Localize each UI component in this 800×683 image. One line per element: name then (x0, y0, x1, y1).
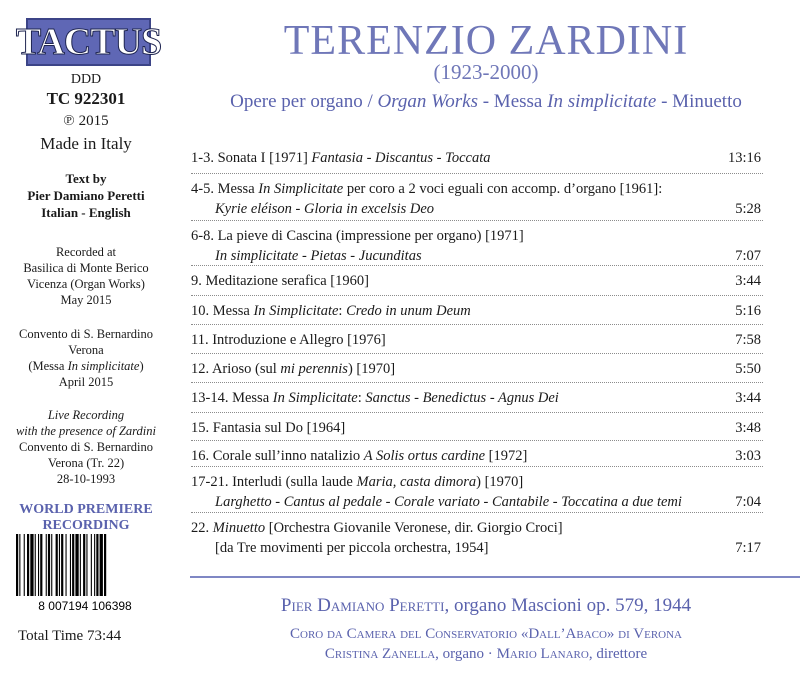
made-in: Made in Italy (40, 134, 132, 153)
track-row (191, 179, 761, 219)
track-row (191, 271, 761, 291)
right-column (172, 0, 800, 683)
world-premiere-line1: WORLD PREMIERE (19, 502, 153, 517)
track-separator (191, 466, 763, 467)
venue-date: 28-10-1993 (56, 472, 116, 486)
track-title: 6-8. La pieve di Cascina (impressione per organo) [1971] (191, 228, 524, 244)
total-time: Total Time 73:44 (18, 628, 122, 644)
track-row (191, 148, 761, 168)
venue-place: Convento di S. Bernardino (18, 440, 153, 454)
track-movements: Kyrie eléison - Gloria in excelsis Deo (215, 201, 435, 217)
world-premiere (0, 502, 172, 534)
track-duration: 5:28 (735, 201, 761, 217)
venue-place: Basilica di Monte Berico (23, 261, 149, 275)
track-title: 11. Introduzione e Allegro [1976] (191, 332, 386, 348)
composer-name: TERENZIO ZARDINI (283, 18, 689, 64)
track-separator (191, 512, 763, 513)
text-languages: Italian - English (41, 205, 131, 220)
track-duration: 3:03 (735, 448, 761, 464)
venue-place: Convento di S. Bernardino (18, 327, 153, 341)
recording-venue-2 (0, 326, 172, 390)
track-duration: 3:44 (735, 273, 761, 289)
world-premiere-line2: RECORDING (42, 518, 130, 533)
track-row (191, 330, 761, 350)
track-row (191, 446, 761, 466)
track-movements: In simplicitate - Pietas - Jucunditas (215, 248, 422, 264)
track-row (191, 472, 761, 512)
tactus-logo: TACTUS (26, 18, 151, 66)
performer-choir: Coro da Camera del Conservatorio «Dall’Abaco» di Verona (290, 626, 682, 642)
text-author: Pier Damiano Peretti (27, 188, 145, 203)
track-title: 10. Messa In Simplicitate: Credo in unum Deum (191, 303, 471, 319)
track-title: 1-3. Sonata I [1971] Fantasia - Discantus - Toccata (191, 150, 491, 166)
track-duration: 7:58 (735, 332, 761, 348)
track-title: 16. Corale sull’inno natalizio A Solis ortus cardine [1972] (191, 448, 528, 464)
track-title: 12. Arioso (sul mi perennis) [1970] (191, 361, 396, 377)
text-credit (0, 170, 172, 221)
divider (190, 576, 800, 578)
track-title: 4-5. Messa In Simplicitate per coro a 2 voci eguali con accomp. d’organo [1961]: (191, 181, 663, 197)
recording-venue-1 (0, 244, 172, 308)
track-separator (191, 382, 763, 383)
track-separator (191, 412, 763, 413)
track-separator (191, 220, 763, 221)
ddd-label: DDD (70, 72, 102, 87)
track-separator (191, 173, 763, 174)
track-duration: 3:44 (735, 390, 761, 406)
venue-work: (Messa In simplicitate) (28, 359, 144, 373)
track-duration: 13:16 (727, 150, 761, 166)
track-separator (191, 440, 763, 441)
phonogram: ℗ 2015 (63, 113, 109, 129)
venue-city: Verona (Tr. 22) (47, 456, 125, 470)
track-duration: 7:17 (735, 540, 761, 556)
recording-venue-3 (0, 407, 172, 487)
barcode-number: 8 007194 106398 (38, 599, 132, 612)
venue-date: May 2015 (60, 293, 112, 307)
track-row (191, 418, 761, 438)
track-row (191, 388, 761, 408)
track-title: 9. Meditazione serafica [1960] (191, 273, 369, 289)
left-column (0, 0, 172, 683)
venue-city: Vicenza (Organ Works) (27, 277, 145, 291)
track-duration: 3:48 (735, 420, 761, 436)
performer-organist: Pier Damiano Peretti, organo Mascioni op. 579, 1944 (280, 595, 692, 616)
recorded-at: Recorded at (55, 245, 117, 259)
track-title: 22. Minuetto [Orchestra Giovanile Veronese, dir. Giorgio Croci] (191, 520, 563, 536)
track-source: [da Tre movimenti per piccola orchestra, 1954] (215, 540, 489, 556)
track-row (191, 359, 761, 379)
catalog-number: TC 922301 (46, 89, 126, 108)
venue-city: Verona (68, 343, 104, 357)
track-title: 13-14. Messa In Simplicitate: Sanctus - Benedictus - Agnus Dei (191, 390, 559, 406)
venue-date: April 2015 (58, 375, 114, 389)
performer-credits: Cristina Zanella, organo · Mario Lanaro, direttore (324, 646, 648, 662)
track-row (191, 301, 761, 321)
text-by: Text by (65, 171, 107, 186)
composer-dates: (1923-2000) (433, 60, 539, 84)
track-separator (191, 324, 763, 325)
track-separator (191, 353, 763, 354)
track-title: 15. Fantasia sul Do [1964] (191, 420, 346, 436)
track-separator (191, 265, 763, 266)
live-recording: Live Recording (47, 408, 125, 422)
track-row (191, 226, 761, 266)
live-presence: with the presence of Zardini (15, 424, 157, 438)
barcode (10, 534, 160, 612)
track-duration: 7:07 (735, 248, 761, 264)
track-title: 17-21. Interludi (sulla laude Maria, casta dimora) [1970] (191, 474, 524, 490)
track-row (191, 518, 761, 558)
track-duration: 7:04 (735, 494, 761, 510)
track-separator (191, 295, 763, 296)
album-subtitle: Opere per organo / Organ Works - Messa In simplicitate - Minuetto (230, 91, 742, 112)
track-movements: Larghetto - Cantus al pedale - Corale variato - Cantabile - Toccatina a due temi (215, 494, 682, 510)
track-duration: 5:50 (735, 361, 761, 377)
track-duration: 5:16 (735, 303, 761, 319)
